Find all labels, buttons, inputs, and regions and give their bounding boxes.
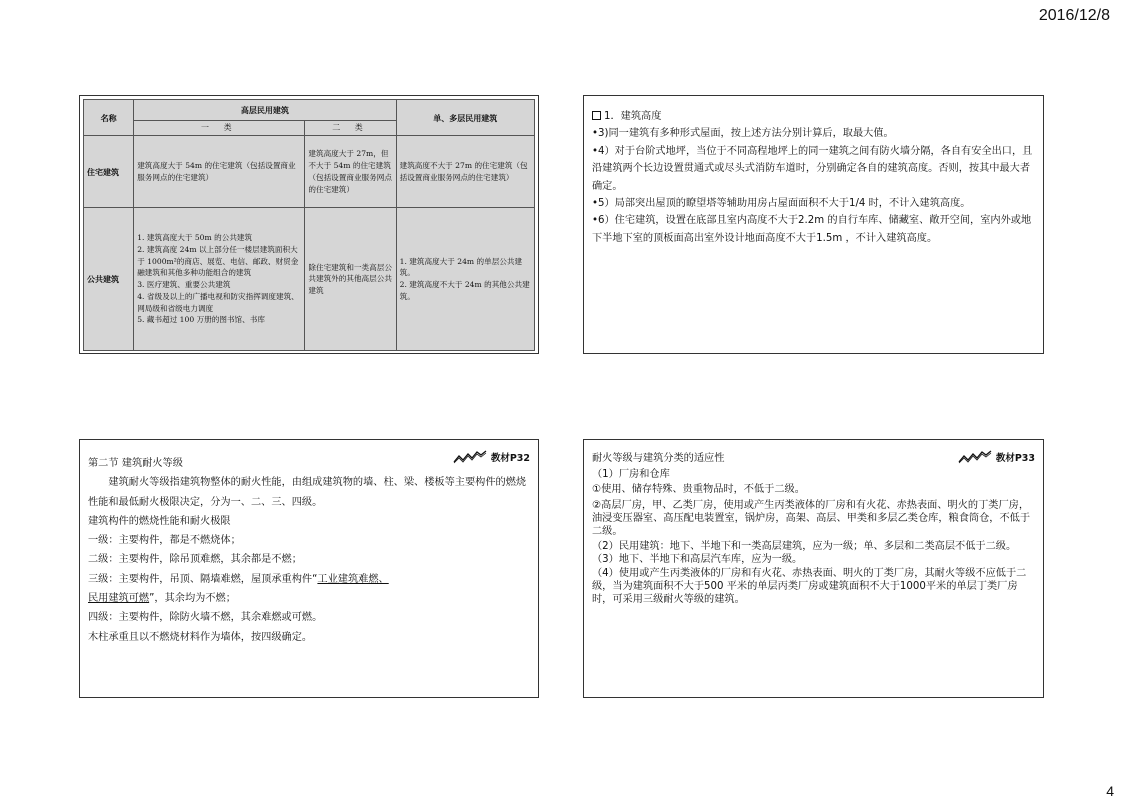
square-bullet-icon: [592, 111, 601, 120]
grade-3: 三级：主要构件，吊顶、隔墙难燃，屋顶承重构件“工业建筑难燃、 民用建筑可燃”，其余均为不燃；: [88, 573, 389, 605]
slide4-line: （3）地下、半地下和高层汽车库，应为一级。: [592, 554, 803, 566]
row-name-public: 公共建筑: [84, 208, 134, 351]
public-low-item: 1. 建筑高度大于 24m 的单层公共建筑。: [399, 256, 523, 278]
cell-public-class1: [134, 208, 305, 351]
classification-table: [83, 99, 535, 351]
slide-grade-adaptability: [583, 439, 1044, 698]
grade-2: 二级：主要构件，除吊顶难燃，其余都是不燃；: [88, 554, 302, 566]
cell-residential-class2: 建筑高度大于 27m，但不大于 54m 的住宅建筑（包括设置商业服务网点的住宅建筑）: [305, 136, 396, 208]
header-high-rise: 高层民用建筑: [134, 100, 396, 121]
slide4-line: ①使用、储存特殊、贵重物品时，不低于二级。: [592, 484, 805, 496]
page-number: 4: [1106, 783, 1114, 799]
header-class1: 一 类: [134, 121, 305, 136]
slide2-line: •3)同一建筑有多种形式屋面，按上述方法分别计算后，取最大值。: [592, 128, 894, 140]
header-low-rise: 单、多层民用建筑: [396, 100, 534, 136]
slide3-body: [88, 454, 530, 647]
slide4-line: （4）使用或产生丙类液体的厂房和有火花、赤热表面、明火的丁类厂房，其耐火等级不应低于二级，当为建筑面积不大于500 平米的单层丙类厂房或建筑面积不大于1000平米的单层丁类厂房时，可采用三级耐火等级的建筑。: [592, 567, 1027, 606]
public-class1-item: 3. 医疗建筑、重要公共建筑: [137, 280, 231, 290]
cell-residential-low: 建筑高度不大于 27m 的住宅建筑（包括设置商业服务网点的住宅建筑）: [396, 136, 534, 208]
textbook-tag: 教材P32: [453, 450, 530, 464]
cell-residential-class1: 建筑高度大于 54m 的住宅建筑（包括设置商业服务网点的住宅建筑）: [134, 136, 305, 208]
grade-1: 一级：主要构件，都是不燃烧体；: [88, 535, 241, 547]
slide3-subtitle: 建筑构件的燃烧性能和耐火极限: [88, 515, 231, 527]
slide-building-height: [583, 95, 1044, 354]
public-class1-item: 1. 建筑高度大于 50m 的公共建筑: [137, 233, 253, 243]
cell-public-class2: 除住宅建筑和一类高层公共建筑外的其他高层公共建筑: [305, 208, 396, 351]
public-low-item: 2. 建筑高度不大于 24m 的其他公共建筑。: [399, 280, 530, 301]
slide-building-classification-table: [79, 95, 539, 354]
slide3-intro: 建筑耐火等级指建筑物整体的耐火性能，由组成建筑物的墙、柱、梁、楼板等主要构件的燃烧性能和最低耐火极限决定，分为一、二、三、四级。: [88, 477, 527, 508]
wood-column-rule: 木柱承重且以不燃烧材料作为墙体，按四级确定。: [88, 631, 313, 643]
slide2-body: [592, 108, 1035, 247]
print-date: 2016/12/8: [1038, 7, 1110, 24]
public-class1-item: 4. 省级及以上的广播电视和防灾指挥调度建筑、网局级和省级电力调度: [137, 291, 299, 313]
header-name: 名称: [84, 100, 134, 136]
slide4-line: （2）民用建筑：地下、半地下和一类高层建筑，应为一级；单、多层和二类高层不低于二级。: [592, 541, 1017, 553]
slide4-line: （1）厂房和仓库: [592, 469, 670, 481]
public-class1-item: 5. 藏书超过 100 万册的图书馆、书库: [137, 315, 265, 325]
slide4-line: ②高层厂房，甲、乙类厂房，使用或产生丙类液体的厂房和有火花、赤热表面、明火的丁类厂房，油浸变压器室、高压配电装置室，锅炉房，高架、高层、甲类和多层乙类仓库，粮食筒仓，不低于二级。: [592, 499, 1031, 538]
row-name-residential: 住宅建筑: [84, 136, 134, 208]
slide2-line: •6）住宅建筑，设置在底部且室内高度不大于2.2m 的自行车库、储藏室、敞开空间，室内外或地下半地下室的顶板面高出室外设计地面高度不大于1.5m ，不计入建筑高度。: [592, 215, 1032, 244]
slide2-line: •4）对于台阶式地坪，当位于不同高程地坪上的同一建筑之间有防火墙分隔，各自有安全出口，且沿建筑两个长边设置贯通式或尽头式消防车道时，分别确定各自的建筑高度。否则，按其中最大者确定。: [592, 145, 1033, 192]
slide4-body: [592, 452, 1035, 606]
grade-4: 四级：主要构件，除防火墙不燃，其余难燃或可燃。: [88, 612, 323, 624]
slide2-line: •5）局部突出屋顶的瞭望塔等辅助用房占屋面面积不大于1/4 时，不计入建筑高度。: [592, 198, 971, 210]
cell-public-low: [396, 208, 534, 351]
slide3-title: 第二节 建筑耐火等级: [88, 458, 183, 469]
slide4-title: 耐火等级与建筑分类的适应性: [592, 453, 725, 464]
public-class1-item: 2. 建筑高度 24m 以上部分任一楼层建筑面积大于 1000m²的商店、展览、电信、邮政、财贸金融建筑和其他多种功能组合的建筑: [137, 244, 299, 278]
textbook-tag: 教材P33: [958, 450, 1035, 464]
header-class2: 二 类: [305, 121, 396, 136]
slide-fire-resistance-grade: [79, 439, 539, 698]
slide2-heading: 1．建筑高度: [592, 108, 1035, 125]
